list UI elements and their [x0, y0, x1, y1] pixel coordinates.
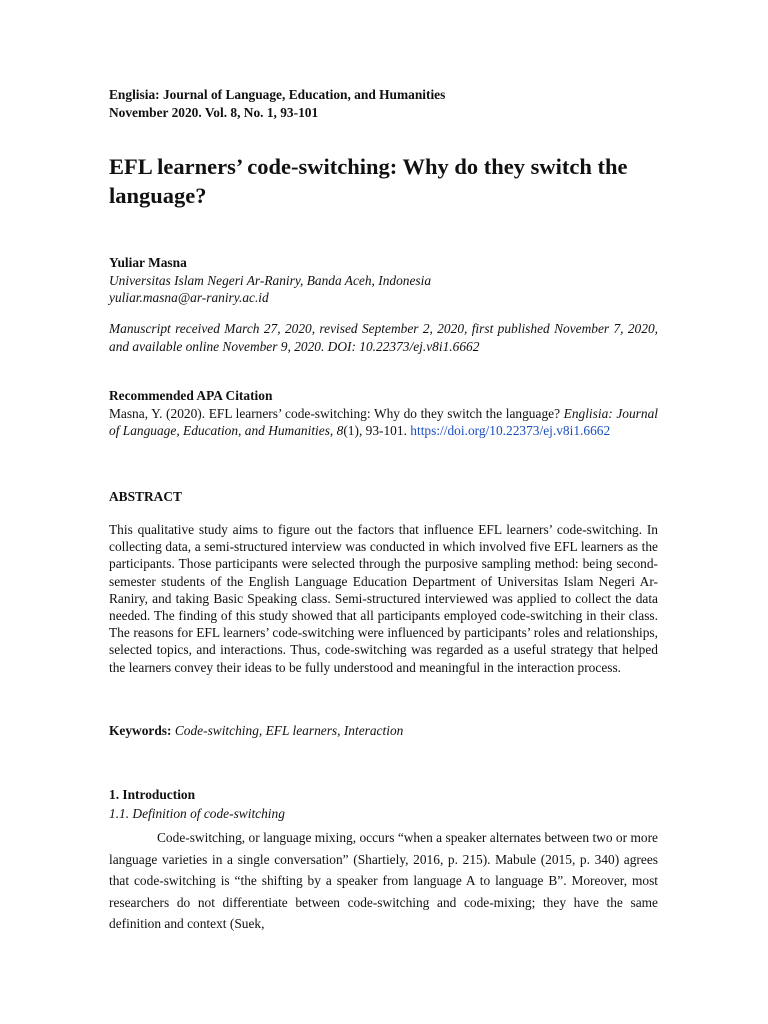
author-affiliation: Universitas Islam Negeri Ar-Raniry, Banda Aceh, Indonesia: [109, 272, 432, 288]
citation-issue-pages: (1), 93-101.: [343, 423, 407, 438]
journal-header: [109, 86, 669, 121]
author-name: Yuliar Masna: [109, 255, 187, 270]
citation-text: [109, 405, 658, 440]
citation-authors-title: Masna, Y. (2020). EFL learners’ code-switching: Why do they switch the language?: [109, 405, 561, 421]
body-paragraph: Code-switching, or language mixing, occurs “when a speaker alternates between two or more language varieties in a single conversation” (Shartiely, 2016, p. 215). Mabule (2015, p. 340) agrees that code-switching is “the shifting by a speaker from language A to language B”. Moreover, most researchers do not differentiate between code-switching and code-mixing; they have the same definition and context (Suek,: [109, 830, 658, 931]
journal-issue: November 2020. Vol. 8, No. 1, 93-101: [109, 104, 319, 120]
keywords-values: Code-switching, EFL learners, Interaction: [174, 723, 404, 738]
citation-doi-link[interactable]: https://doi.org/10.22373/ej.v8i1.6662: [410, 423, 611, 438]
author-email: yuliar.masna@ar-raniry.ac.id: [109, 290, 269, 305]
abstract-heading: ABSTRACT: [109, 489, 182, 504]
author-block: [109, 254, 669, 307]
abstract-text: This qualitative study aims to figure out the factors that influence EFL learners’ code-switching. In collecting data, a semi-structured interview was conducted in which involved five EFL learners as the participants. Those participants were selected through the purposive sampling method: being second-semester students of the English Language Education Department of Universitas Islam Negeri Ar-Raniry, and taking Basic Speaking class. Semi-structured interviewed was applied to collect the data needed. The finding of this study showed that all participants employed code-switching in their class. The reasons for EFL learners’ code-switching were influenced by participants’ roles and relationships, selected topics, and interactions. Thus, code-switching was regarded as a useful strategy that helped the learners convey their ideas to be fully understood and meaningful in the interaction process.: [109, 522, 658, 675]
citation-heading: Recommended APA Citation: [109, 388, 273, 403]
paper-title: EFL learners’ code-switching: Why do they switch the language?: [109, 154, 628, 208]
keywords-line: [109, 723, 658, 739]
manuscript-note: Manuscript received March 27, 2020, revised September 2, 2020, first published November 7, 2020, and available online November 9, 2020. DOI: 10.22373/ej.v8i1.6662: [109, 321, 658, 354]
keywords-label: Keywords:: [109, 723, 172, 738]
citation-journal: Englisia: Journal of Language, Education, and Humanities, 8: [109, 405, 658, 438]
journal-name: Englisia: Journal of Language, Education, and Humanities: [109, 87, 446, 102]
subsection-heading: 1.1. Definition of code-switching: [109, 806, 285, 821]
citation-block: [109, 387, 658, 440]
section-heading-introduction: 1. Introduction: [109, 787, 196, 802]
